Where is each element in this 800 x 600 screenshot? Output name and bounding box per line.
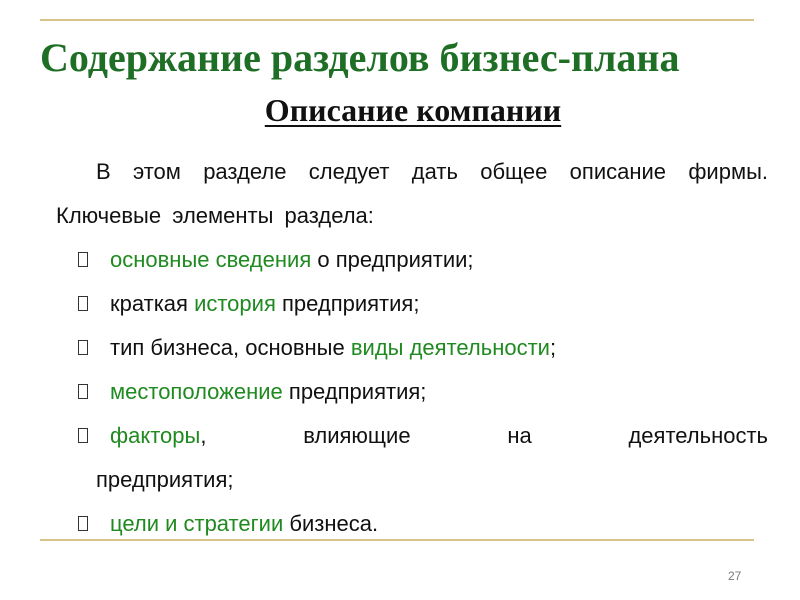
list-item-word: влияющие — [303, 423, 411, 448]
top-divider — [40, 19, 754, 21]
list-item-line: предприятия; — [96, 467, 234, 492]
bullet-box-icon — [78, 428, 88, 443]
slide-body — [56, 150, 768, 546]
bottom-divider — [40, 539, 754, 541]
list-item-text: предприятия; — [275, 291, 420, 316]
list-item-word: факторы, — [110, 423, 207, 448]
bullet-box-icon — [78, 340, 88, 355]
bullet-box-icon — [78, 296, 88, 311]
list-item-text: о предприятии; — [311, 247, 474, 272]
highlighted-term: основные сведения — [110, 247, 312, 272]
bullet-box-icon — [78, 516, 88, 531]
bullet-box-icon — [78, 252, 88, 267]
list-item-text: бизнеса. — [283, 511, 379, 536]
list-item — [56, 414, 768, 502]
highlighted-term: факторы — [110, 423, 201, 448]
list-item — [56, 370, 768, 414]
bullet-box-icon — [78, 384, 88, 399]
list-item — [56, 326, 768, 370]
page-number: 27 — [728, 569, 742, 583]
subtitle-text: Описание компании — [264, 92, 562, 128]
slide-subtitle — [0, 90, 800, 130]
list-item-text: тип бизнеса, основные — [110, 335, 351, 360]
highlighted-term: виды деятельности — [350, 335, 550, 360]
list-item — [56, 282, 768, 326]
highlighted-term: цели и стратегии — [110, 511, 284, 536]
list-item-line — [110, 414, 768, 458]
intro-paragraph: В этом разделе следует дать общее описание фирмы. Ключевые элементы раздела: — [56, 159, 768, 228]
highlighted-term: история — [194, 291, 276, 316]
highlighted-term: местоположение — [110, 379, 283, 404]
list-item-word: на — [507, 423, 532, 448]
slide-title: Содержание разделов бизнес-плана — [40, 35, 680, 80]
list-item-text: предприятия; — [282, 379, 427, 404]
list-item — [56, 238, 768, 282]
list-item-text: ; — [549, 335, 557, 360]
key-elements-list — [56, 238, 768, 546]
list-item-text: краткая — [110, 291, 195, 316]
list-item-word: деятельность — [628, 423, 768, 448]
